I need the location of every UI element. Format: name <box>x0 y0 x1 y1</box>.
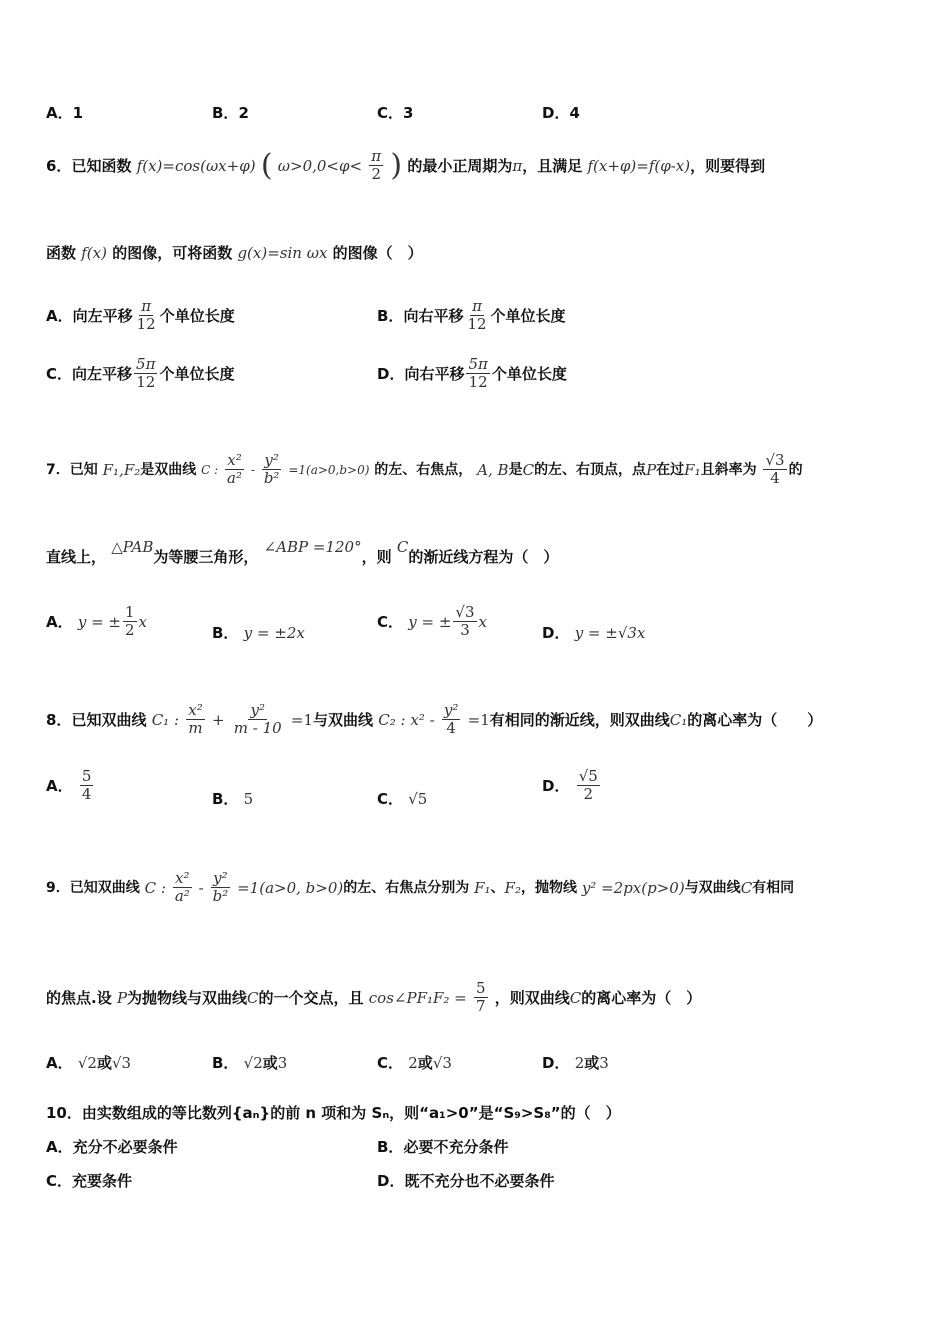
option-key: C． <box>377 104 404 122</box>
option-text: 个单位长度 <box>490 307 566 325</box>
denominator: 2 <box>371 165 381 183</box>
q7-option-b <box>212 622 305 643</box>
q8-option-b <box>212 788 253 809</box>
formula: √3 <box>432 1053 452 1072</box>
q7-option-d <box>542 622 645 643</box>
paren-left: ( <box>260 147 273 183</box>
option-text: 充分不必要条件 <box>72 1138 178 1156</box>
q5-option-a <box>46 102 83 123</box>
stem-text: 的离心率为（ ） <box>687 710 823 729</box>
formula: π <box>512 156 523 175</box>
formula: cos∠PF₁F₂ = <box>368 988 467 1007</box>
option-text: 3 <box>403 103 414 122</box>
formula: C₁ <box>669 710 688 729</box>
numerator: y² <box>250 701 265 719</box>
fraction <box>232 702 284 737</box>
stem-text: 的左、右焦点分别为 <box>343 879 470 896</box>
fraction <box>134 356 157 391</box>
formula: y = ±√3x <box>574 623 646 642</box>
fraction <box>577 768 600 803</box>
numerator: 5 <box>475 979 486 997</box>
stem-text: 的离心率为（ ） <box>581 988 702 1007</box>
formula: 3 <box>277 1053 288 1072</box>
stem-text: 直线上， <box>46 547 107 566</box>
formula: △PAB <box>111 537 154 556</box>
fraction <box>211 870 231 905</box>
formula: √5 <box>408 789 428 808</box>
option-key: C． <box>377 1054 404 1072</box>
q6-stem-line2 <box>46 242 920 263</box>
denominator: 12 <box>467 315 487 333</box>
stem-text: ，则双曲线 <box>494 988 570 1007</box>
condition: ω>0,0<φ< <box>277 156 363 175</box>
formula: y = ±2x <box>243 623 305 642</box>
option-key: C． <box>46 365 73 383</box>
formula: √3 <box>111 1053 132 1072</box>
denominator: 12 <box>468 373 488 391</box>
denominator: 4 <box>81 785 92 803</box>
option-text: 向左平移 <box>72 307 133 325</box>
q6-stem-line1 <box>46 148 920 183</box>
option-key: D． <box>542 1054 570 1072</box>
operator: + <box>211 710 225 729</box>
stem-text: 已知函数 <box>71 156 132 175</box>
formula: f(x+φ)=f(φ-x) <box>587 156 691 175</box>
q10-option-c <box>46 1170 132 1191</box>
option-key: D． <box>542 777 570 795</box>
formula: F₁ <box>474 878 491 897</box>
option-text: 2 <box>238 103 249 122</box>
q9-option-a <box>46 1052 131 1073</box>
denominator: b² <box>212 887 229 905</box>
option-key: B． <box>212 104 239 122</box>
option-key: A． <box>46 1054 73 1072</box>
formula: =1 <box>467 710 490 729</box>
option-key: A． <box>46 307 73 325</box>
fraction <box>466 356 489 391</box>
option-key: D． <box>542 104 570 122</box>
numerator: x² <box>175 869 190 887</box>
operator: - <box>198 878 204 897</box>
formula: F₁ <box>684 460 701 479</box>
formula: C₂ : x² - <box>378 710 435 729</box>
option-key: B． <box>377 307 404 325</box>
formula: 5 <box>243 789 254 808</box>
option-key: A． <box>46 1138 73 1156</box>
numerator: y² <box>213 869 228 887</box>
stem-text: 的图像，可将函数 <box>112 243 233 262</box>
q7-option-a <box>46 604 147 639</box>
option-key: D． <box>542 624 570 642</box>
denominator: m <box>188 719 203 737</box>
q7-stem-line1 <box>46 452 920 487</box>
fraction <box>225 452 244 487</box>
q7-option-c <box>377 604 487 639</box>
denominator: 3 <box>460 621 470 639</box>
q6-option-d <box>377 356 567 391</box>
option-text: 充要条件 <box>72 1172 133 1190</box>
option-text: 1 <box>72 103 84 122</box>
option-text: 个单位长度 <box>159 307 235 325</box>
formula: f(x) <box>81 243 107 262</box>
denominator: m - 10 <box>233 719 282 737</box>
option-key: D． <box>377 1172 405 1190</box>
q5-option-b <box>212 102 249 123</box>
option-key: D． <box>377 365 405 383</box>
or-text: 或 <box>417 1054 433 1072</box>
q9-stem-line1 <box>46 870 920 905</box>
option-text: 向右平移 <box>403 307 464 325</box>
option-text: 个单位长度 <box>159 365 235 383</box>
option-key: B． <box>212 624 239 642</box>
formula: C : <box>201 462 219 477</box>
denominator: a² <box>227 469 243 487</box>
question-number: 9． <box>46 879 70 896</box>
formula: C : <box>144 878 166 897</box>
fraction <box>173 870 192 905</box>
option-key: B． <box>212 790 239 808</box>
formula: y = ± <box>408 612 452 631</box>
q9-option-b <box>212 1052 287 1073</box>
stem-text: 在过 <box>656 461 685 478</box>
stem-text: 是双曲线 <box>140 461 197 478</box>
formula: C <box>569 988 582 1007</box>
fraction <box>135 298 158 333</box>
stem-text: 函数 <box>46 243 77 262</box>
stem-text: 的左、右焦点， <box>374 461 473 478</box>
fraction <box>262 452 282 487</box>
stem-text: ，抛物线 <box>520 879 577 896</box>
option-key: B． <box>212 1054 239 1072</box>
q6-option-b <box>377 298 566 333</box>
fraction <box>474 980 488 1015</box>
or-text: 或 <box>262 1054 278 1072</box>
option-key: C． <box>377 613 404 631</box>
stem-text: 的焦点.设 <box>46 988 112 1007</box>
q8-option-d <box>542 768 602 803</box>
denominator: 2 <box>125 621 135 639</box>
fraction <box>186 702 204 737</box>
formula: C₁ : <box>151 710 179 729</box>
question-number: 6． <box>46 156 72 175</box>
formula: =1(a>0,b>0) <box>288 462 370 477</box>
q8-option-a <box>46 768 95 803</box>
stem-text: 的图像（ ） <box>332 243 423 262</box>
q10-option-b <box>377 1136 508 1157</box>
denominator: 4 <box>770 469 780 487</box>
option-key: C． <box>377 790 404 808</box>
denominator: 4 <box>446 719 456 737</box>
question-number: 8． <box>46 710 72 729</box>
stem-text: 有相同的渐近线，则双曲线 <box>489 710 670 729</box>
stem-text: 已知 <box>69 461 98 478</box>
formula: F₁,F₂ <box>102 460 141 479</box>
stem-text: 的最小正周期为 <box>407 156 513 175</box>
option-key: A． <box>46 777 73 795</box>
q10-option-a <box>46 1136 178 1157</box>
numerator: x² <box>188 701 203 719</box>
fraction <box>123 604 137 639</box>
fraction <box>442 702 461 737</box>
stem-text: ，则要得到 <box>690 156 766 175</box>
q8-option-c <box>377 788 427 809</box>
stem-text: 且斜率为 <box>700 461 757 478</box>
formula: F₂ <box>504 878 521 897</box>
denominator: 12 <box>136 315 156 333</box>
stem-text: 的一个交点，且 <box>258 988 364 1007</box>
formula: 2 <box>408 1053 418 1072</box>
numerator: π <box>371 147 382 165</box>
formula: 2 <box>574 1053 585 1072</box>
q5-option-c <box>377 102 413 123</box>
q9-option-d <box>542 1052 609 1073</box>
stem-text: 的左、右顶点，点 <box>534 461 647 478</box>
formula: P <box>646 460 657 479</box>
numerator: y² <box>264 451 279 469</box>
formula: ∠ABP =120° <box>263 537 362 556</box>
q8-stem <box>46 702 920 737</box>
denominator: 7 <box>475 997 486 1015</box>
formula: y = ± <box>77 612 121 631</box>
formula: =1(a>0, b>0) <box>237 878 344 897</box>
denominator: 12 <box>136 373 156 391</box>
numerator: √3 <box>765 451 785 469</box>
option-text: 向左平移 <box>72 365 133 383</box>
numerator: √3 <box>455 603 475 621</box>
formula: C <box>522 460 535 479</box>
q6-option-a <box>46 298 235 333</box>
stem-text: 与双曲线 <box>684 879 741 896</box>
stem-text: 10．由实数组成的等比数列{aₙ}的前 n 项和为 Sₙ，则“a₁>0”是“S₉>S₈”的（ ） <box>46 1103 621 1122</box>
option-key: C． <box>46 1172 73 1190</box>
formula: 3 <box>599 1053 609 1072</box>
q6-option-c <box>46 356 234 391</box>
numerator: 1 <box>125 603 135 621</box>
formula: A, B <box>477 460 509 479</box>
formula: C <box>740 878 753 897</box>
q10-option-d <box>377 1170 554 1191</box>
formula: f(x)=cos(ωx+φ) <box>136 156 256 175</box>
numerator: x² <box>227 451 242 469</box>
q9-option-c <box>377 1052 452 1073</box>
paren-right: ) <box>390 147 403 183</box>
q5-option-d <box>542 102 580 123</box>
option-key: B． <box>377 1138 404 1156</box>
operator: - <box>250 462 255 477</box>
fraction <box>453 604 476 639</box>
option-text: 必要不充分条件 <box>403 1138 509 1156</box>
numerator: y² <box>443 701 459 719</box>
fraction <box>763 452 786 487</box>
q7-stem-line2 <box>46 537 920 567</box>
or-text: 或 <box>96 1054 112 1072</box>
denominator: 2 <box>583 785 594 803</box>
fraction <box>369 148 383 183</box>
q9-stem-line2 <box>46 980 920 1015</box>
stem-text: 有相同 <box>752 879 795 896</box>
stem-text: ，则 <box>361 547 392 566</box>
fraction <box>80 768 94 803</box>
option-text: 向右平移 <box>404 365 465 383</box>
numerator: π <box>472 297 482 315</box>
formula: y² =2px(p>0) <box>581 878 685 897</box>
formula: C <box>396 537 409 556</box>
numerator: π <box>141 297 152 315</box>
stem-text: 的渐近线方程为（ ） <box>408 547 559 566</box>
question-number: 7． <box>46 461 70 478</box>
formula: g(x)=sin ωx <box>237 243 328 262</box>
stem-text: 的 <box>788 461 803 478</box>
numerator: 5π <box>468 355 488 373</box>
numerator: 5 <box>81 767 92 785</box>
stem-text: 与双曲线 <box>313 710 374 729</box>
formula: =1 <box>290 710 314 729</box>
option-text: 既不充分也不必要条件 <box>404 1172 555 1190</box>
fraction <box>465 298 488 333</box>
option-text: 个单位长度 <box>491 365 567 383</box>
formula: P <box>116 988 128 1007</box>
q10-stem <box>46 1102 920 1123</box>
stem-text: 已知双曲线 <box>69 879 140 896</box>
formula: √2 <box>77 1053 97 1072</box>
option-key: A． <box>46 104 73 122</box>
or-text: 或 <box>584 1054 600 1072</box>
denominator: b² <box>263 469 280 487</box>
option-text: 4 <box>569 103 580 122</box>
formula: C <box>247 988 259 1007</box>
formula: x <box>478 612 487 631</box>
stem-text: 、 <box>490 879 505 896</box>
stem-text: 是 <box>508 461 523 478</box>
denominator: a² <box>174 887 190 905</box>
formula: x <box>138 612 148 631</box>
numerator: 5π <box>136 355 156 373</box>
stem-text: 已知双曲线 <box>71 710 147 729</box>
stem-text: 为等腰三角形， <box>153 547 259 566</box>
option-key: A． <box>46 613 73 631</box>
numerator: √5 <box>578 767 598 785</box>
stem-text: ，且满足 <box>522 156 583 175</box>
formula: √2 <box>243 1053 263 1072</box>
stem-text: 为抛物线与双曲线 <box>127 988 248 1007</box>
